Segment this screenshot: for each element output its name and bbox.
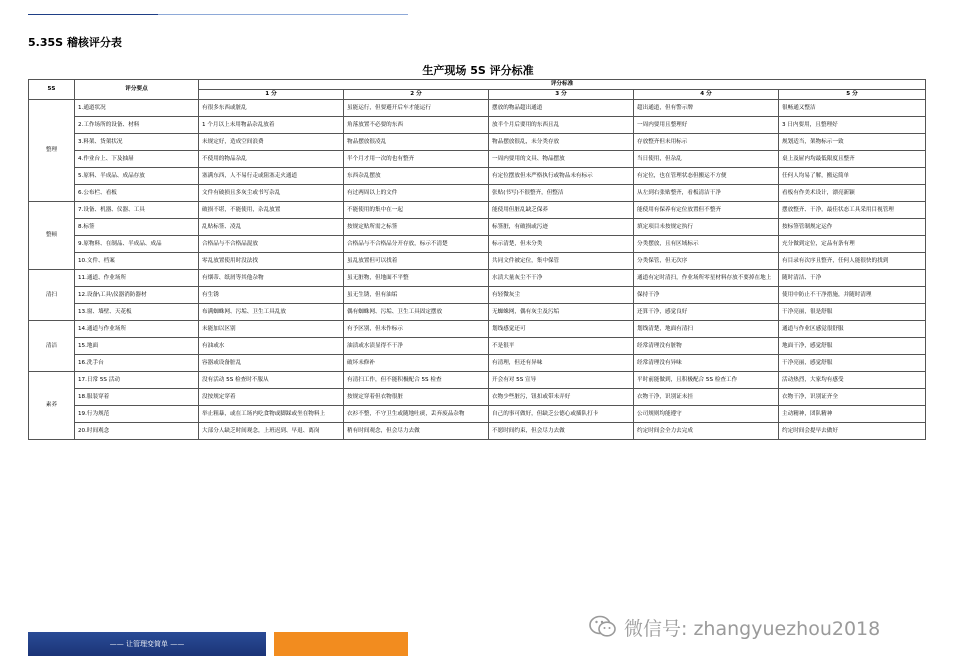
score-3-cell: 标签脏，有破损或污迹 bbox=[489, 219, 634, 236]
wechat-icon bbox=[588, 614, 618, 640]
header-score-2: 2 分 bbox=[344, 90, 489, 100]
item-cell: 20.时间观念 bbox=[75, 423, 199, 440]
score-1-cell: 文件有破损且多灰尘或书写杂乱 bbox=[199, 185, 344, 202]
score-5-cell: 3 日内要用，且整理好 bbox=[779, 117, 926, 134]
score-2-cell: 虽无脏物，但地面不平整 bbox=[344, 270, 489, 287]
footer-slogan: —— 让管理变简单 —— bbox=[109, 640, 185, 648]
table-row bbox=[29, 372, 926, 389]
item-cell: 16.洗手台 bbox=[75, 355, 199, 372]
score-5-cell: 地面干净，感觉舒服 bbox=[779, 338, 926, 355]
item-cell: 14.通道与作业场所 bbox=[75, 321, 199, 338]
5s-score-table bbox=[28, 79, 926, 440]
score-2-cell: 按规定穿着但衣物很脏 bbox=[344, 389, 489, 406]
score-1-cell: 没有活动 5S 检查时不服从 bbox=[199, 372, 344, 389]
score-5-cell: 随时清洁、干净 bbox=[779, 270, 926, 287]
score-4-cell: 还算干净，感觉良好 bbox=[634, 304, 779, 321]
table-row bbox=[29, 100, 926, 117]
score-2-cell: 虽无生锈，但有油垢 bbox=[344, 287, 489, 304]
score-2-cell: 不能使用的集中在一起 bbox=[344, 202, 489, 219]
score-1-cell: 1 个月以上未用物品杂乱放着 bbox=[199, 117, 344, 134]
score-5-cell: 衣物干净，识别证齐全 bbox=[779, 389, 926, 406]
section-title: 5.35S 稽核评分表 bbox=[28, 36, 122, 49]
score-5-cell: 通道与作业区感觉很舒服 bbox=[779, 321, 926, 338]
item-cell: 9.原物料、在制品、半成品、成品 bbox=[75, 236, 199, 253]
score-3-cell: 衣物少些脏污，钮扣或带未弄好 bbox=[489, 389, 634, 406]
header-score-1: 1 分 bbox=[199, 90, 344, 100]
header-rule-accent bbox=[28, 14, 158, 15]
item-cell: 3.料架、货架状况 bbox=[75, 134, 199, 151]
score-5-cell: 很畅通又整洁 bbox=[779, 100, 926, 117]
score-3-cell: 无蜘蛛网，偶有灰尘及污垢 bbox=[489, 304, 634, 321]
score-5-cell: 主动精神，团队精神 bbox=[779, 406, 926, 423]
score-1-cell: 破损不堪，不能使用，杂乱放置 bbox=[199, 202, 344, 219]
score-1-cell: 零乱放置使用时没法找 bbox=[199, 253, 344, 270]
category-cell: 整理 bbox=[29, 100, 75, 202]
score-4-cell: 能使用有保养有定位放置但不整齐 bbox=[634, 202, 779, 219]
score-2-cell: 衣衫不整，不守卫生或随地吐痰，丢弃废品杂物 bbox=[344, 406, 489, 423]
score-3-cell: 不愿时间约束，但会尽力去做 bbox=[489, 423, 634, 440]
score-1-cell: 不使用的物品杂乱 bbox=[199, 151, 344, 168]
score-2-cell: 偶有蜘蛛网、污垢、卫生工具固定摆放 bbox=[344, 304, 489, 321]
score-5-cell: 摆放整齐、干净，最佳状态工具采用目视管理 bbox=[779, 202, 926, 219]
header-score-4: 4 分 bbox=[634, 90, 779, 100]
score-3-cell: 张贴(书写)不很整齐，但整洁 bbox=[489, 185, 634, 202]
score-4-cell: 公司规则均能遵守 bbox=[634, 406, 779, 423]
item-cell: 6.公布栏、看板 bbox=[75, 185, 199, 202]
score-2-cell: 有予区别，但未作标示 bbox=[344, 321, 489, 338]
score-3-cell: 放半个月后要用的东西且乱 bbox=[489, 117, 634, 134]
table-row bbox=[29, 117, 926, 134]
table-row bbox=[29, 236, 926, 253]
score-2-cell: 油渍或水渍显得不干净 bbox=[344, 338, 489, 355]
score-5-cell: 充分做到定位，定品有条有理 bbox=[779, 236, 926, 253]
table-row bbox=[29, 423, 926, 440]
score-3-cell: 开会有对 5S 宣导 bbox=[489, 372, 634, 389]
score-4-cell: 保持干净 bbox=[634, 287, 779, 304]
score-4-cell: 经常清理没有脏物 bbox=[634, 338, 779, 355]
score-4-cell: 约定时间会全力去完成 bbox=[634, 423, 779, 440]
category-cell: 清洁 bbox=[29, 321, 75, 372]
score-1-cell: 容器或设备脏乱 bbox=[199, 355, 344, 372]
footer-accent-bar bbox=[274, 632, 408, 656]
item-cell: 19.行为规范 bbox=[75, 406, 199, 423]
score-3-cell: 能使用但脏乱缺乏保养 bbox=[489, 202, 634, 219]
score-3-cell: 自己的事可做好，但缺乏公德心或插队打卡 bbox=[489, 406, 634, 423]
score-5-cell: 干净亮丽，感觉舒服 bbox=[779, 355, 926, 372]
item-cell: 13.窗、墙壁、天花板 bbox=[75, 304, 199, 321]
score-5-cell: 约定时间会提早去做好 bbox=[779, 423, 926, 440]
item-cell: 15.地面 bbox=[75, 338, 199, 355]
item-cell: 18.服装穿着 bbox=[75, 389, 199, 406]
score-4-cell: 当日使用，但杂乱 bbox=[634, 151, 779, 168]
score-2-cell: 稍有时间观念，但会尽力去做 bbox=[344, 423, 489, 440]
score-3-cell: 不是很平 bbox=[489, 338, 634, 355]
item-cell: 12.设备\工具\仪器消防器材 bbox=[75, 287, 199, 304]
table-row bbox=[29, 202, 926, 219]
table-row bbox=[29, 219, 926, 236]
score-1-cell: 未能加以区别 bbox=[199, 321, 344, 338]
score-5-cell: 桌上及屉内均最低限度且整齐 bbox=[779, 151, 926, 168]
score-4-cell: 填定项目未按规定执行 bbox=[634, 219, 779, 236]
category-cell: 清扫 bbox=[29, 270, 75, 321]
item-cell: 2.工作场所的设备、材料 bbox=[75, 117, 199, 134]
score-3-cell: 一周内要用的文具、物品摆放 bbox=[489, 151, 634, 168]
table-row bbox=[29, 270, 926, 287]
score-5-cell: 活动热烈，大家均有感受 bbox=[779, 372, 926, 389]
score-1-cell: 大部分人缺乏时间观念，上班迟到、早退、离岗 bbox=[199, 423, 344, 440]
score-5-cell: 任何人均易了解，搬运简单 bbox=[779, 168, 926, 185]
item-cell: 8.标签 bbox=[75, 219, 199, 236]
item-cell: 17.日常 5S 活动 bbox=[75, 372, 199, 389]
score-4-cell: 划线清楚，地面有清扫 bbox=[634, 321, 779, 338]
score-2-cell: 角落放置不必要的东西 bbox=[344, 117, 489, 134]
score-2-cell: 有过两周以上的文件 bbox=[344, 185, 489, 202]
table-row bbox=[29, 406, 926, 423]
table-row bbox=[29, 389, 926, 406]
footer-slogan-bar bbox=[28, 632, 266, 656]
score-3-cell: 共同文件被定位，集中保管 bbox=[489, 253, 634, 270]
score-1-cell: 有油或水 bbox=[199, 338, 344, 355]
score-4-cell: 平时前能做到，且积极配合 5S 检查工作 bbox=[634, 372, 779, 389]
score-4-cell: 分类保管，但无次序 bbox=[634, 253, 779, 270]
score-3-cell: 物品摆放很乱，未分类存放 bbox=[489, 134, 634, 151]
header-5s: 5S bbox=[29, 80, 75, 100]
score-3-cell: 水渍大量灰尘不干净 bbox=[489, 270, 634, 287]
item-cell: 5.原料、半成品、成品存放 bbox=[75, 168, 199, 185]
score-4-cell: 一周内要用且整理好 bbox=[634, 117, 779, 134]
score-1-cell: 合格品与不合格品混放 bbox=[199, 236, 344, 253]
table-row bbox=[29, 304, 926, 321]
item-cell: 10.文件、档案 bbox=[75, 253, 199, 270]
score-5-cell: 干净亮丽，很是舒服 bbox=[779, 304, 926, 321]
table-row bbox=[29, 168, 926, 185]
score-2-cell: 有清扫工作，但不能积极配合 5S 检查 bbox=[344, 372, 489, 389]
score-4-cell: 衣物干净，识别证未挂 bbox=[634, 389, 779, 406]
score-4-cell: 通道有定时清扫，作业场所零星材料存放不要掉在地上 bbox=[634, 270, 779, 287]
score-2-cell: 破坏未修补 bbox=[344, 355, 489, 372]
score-2-cell: 虽能运行，但要避开后车才能运行 bbox=[344, 100, 489, 117]
item-cell: 7.设备、机器、仪器、工具 bbox=[75, 202, 199, 219]
table-row bbox=[29, 253, 926, 270]
header-score-5: 5 分 bbox=[779, 90, 926, 100]
header-standard: 评分标准 bbox=[199, 80, 926, 90]
score-1-cell: 没按规定穿着 bbox=[199, 389, 344, 406]
table-row bbox=[29, 151, 926, 168]
score-4-cell: 分类摆放，且有区域标示 bbox=[634, 236, 779, 253]
score-3-cell: 标示清楚，但未分类 bbox=[489, 236, 634, 253]
table-title: 生产现场 5S 评分标准 bbox=[422, 64, 534, 77]
table-row bbox=[29, 338, 926, 355]
score-1-cell: 布满蜘蛛网、污垢、卫生工具乱放 bbox=[199, 304, 344, 321]
table-row bbox=[29, 134, 926, 151]
score-1-cell: 举止粗暴，或在工场内吃食物或脚踩或坐在物料上 bbox=[199, 406, 344, 423]
score-5-cell: 看板有作美术设计，漂亮新颖 bbox=[779, 185, 926, 202]
watermark-text: 微信号: zhangyuezhou2018 bbox=[624, 617, 881, 640]
score-2-cell: 物品摆放很凌乱 bbox=[344, 134, 489, 151]
item-cell: 1.通道状况 bbox=[75, 100, 199, 117]
score-2-cell: 按规定贴所需之标签 bbox=[344, 219, 489, 236]
score-1-cell: 乱贴标签、凌乱 bbox=[199, 219, 344, 236]
score-2-cell: 东西杂乱摆放 bbox=[344, 168, 489, 185]
table-row bbox=[29, 355, 926, 372]
score-1-cell: 有很多东西或脏乱 bbox=[199, 100, 344, 117]
watermark bbox=[588, 612, 880, 642]
score-1-cell: 未规定好，造成空间浪费 bbox=[199, 134, 344, 151]
score-2-cell: 半个月才用一次的也有整齐 bbox=[344, 151, 489, 168]
table-row bbox=[29, 321, 926, 338]
header-score-3: 3 分 bbox=[489, 90, 634, 100]
score-3-cell: 有清理，但还有异味 bbox=[489, 355, 634, 372]
score-5-cell: 按标签管制规定运作 bbox=[779, 219, 926, 236]
item-cell: 11.通道、作业场所 bbox=[75, 270, 199, 287]
table-row bbox=[29, 185, 926, 202]
score-4-cell: 超出通道，但有警示牌 bbox=[634, 100, 779, 117]
score-4-cell: 从左到右张贴整齐，看板清洁干净 bbox=[634, 185, 779, 202]
score-4-cell: 经常清理没有异味 bbox=[634, 355, 779, 372]
category-cell: 整顿 bbox=[29, 202, 75, 270]
score-1-cell: 有烟蒂、纸屑等其他杂物 bbox=[199, 270, 344, 287]
item-cell: 4.作业台上、下及抽屉 bbox=[75, 151, 199, 168]
score-3-cell: 摆放的物品超出通道 bbox=[489, 100, 634, 117]
score-5-cell: 使用中防止不干净措施，并随时清理 bbox=[779, 287, 926, 304]
header-points: 评分要点 bbox=[75, 80, 199, 100]
score-2-cell: 虽乱放置但可以找着 bbox=[344, 253, 489, 270]
score-2-cell: 合格品与不合格品分开存放，标示不清楚 bbox=[344, 236, 489, 253]
score-4-cell: 有定位，也在管理状态但搬运不方便 bbox=[634, 168, 779, 185]
score-3-cell: 划线感觉还可 bbox=[489, 321, 634, 338]
score-5-cell: 规划适当，架物标示一致 bbox=[779, 134, 926, 151]
score-5-cell: 有目录有次序且整齐，任何人能很快的找到 bbox=[779, 253, 926, 270]
table-row bbox=[29, 287, 926, 304]
score-1-cell: 塞满东西，人不易行走或阻塞走火通道 bbox=[199, 168, 344, 185]
score-4-cell: 存放整齐但未用标示 bbox=[634, 134, 779, 151]
category-cell: 素养 bbox=[29, 372, 75, 440]
score-3-cell: 有轻微灰尘 bbox=[489, 287, 634, 304]
table-body bbox=[29, 100, 926, 440]
score-3-cell: 有定位摆放但未严格执行或物品未有标示 bbox=[489, 168, 634, 185]
score-1-cell: 有生锈 bbox=[199, 287, 344, 304]
